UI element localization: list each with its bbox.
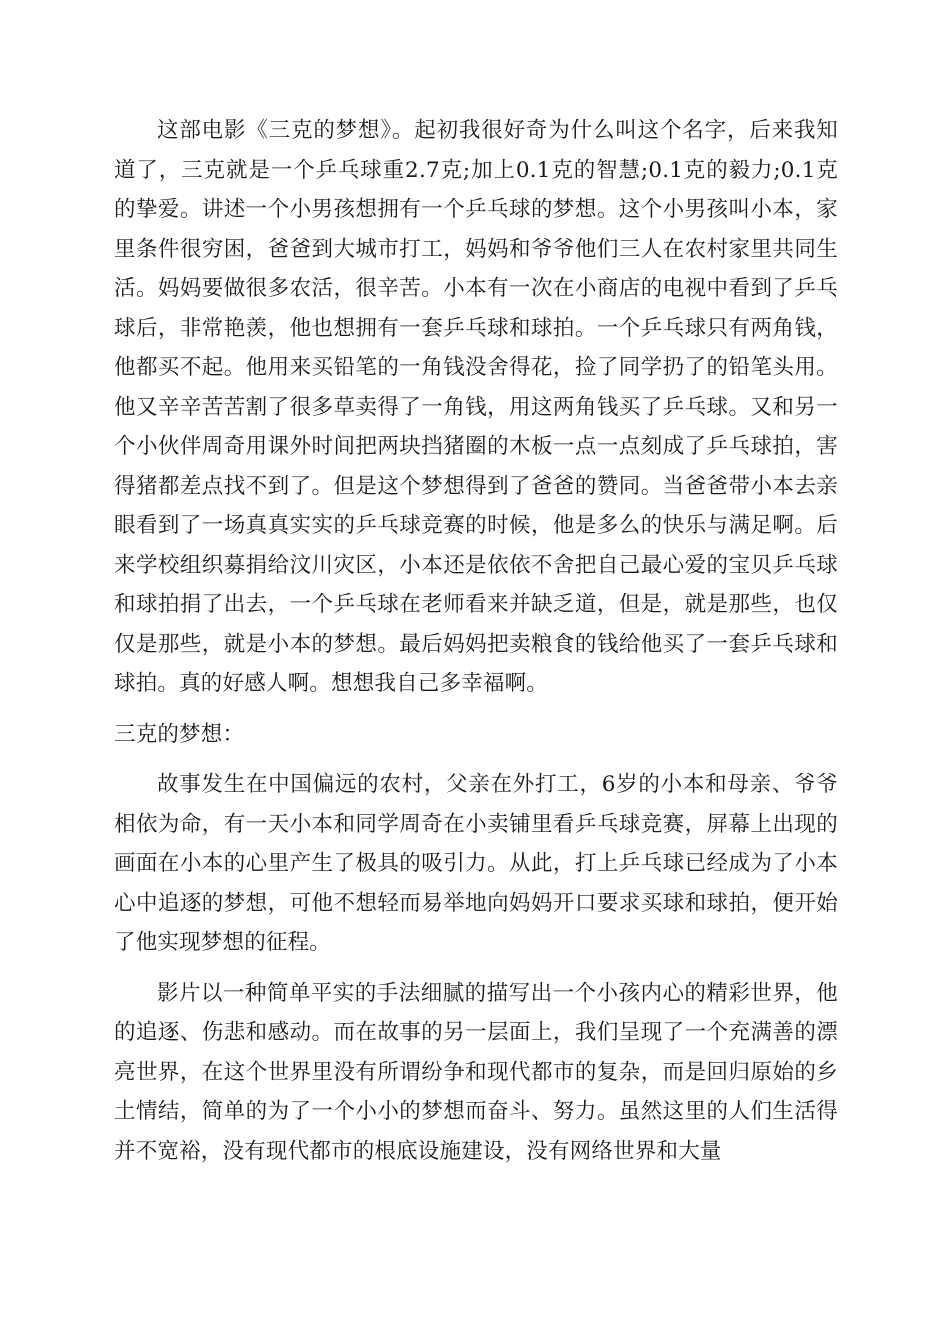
document-page xyxy=(114,111,838,1171)
paragraph-review: 影片以一种简单平实的手法细腻的描写出一个小孩内心的精彩世界，他的追逐、伤悲和感动。而在故事的另一层面上，我们呈现了一个充满善的漂亮世界，在这个世界里没有所谓纷争和现代都市的复杂，而是回归原始的乡土情结，简单的为了一个小小的梦想而奋斗、努力。虽然这里的人们生活得并不宽裕，没有现代都市的根底设施建设，没有网络世界和大量 xyxy=(114,980,838,1164)
section-heading: 三克的梦想： xyxy=(114,721,245,747)
paragraph-intro: 这部电影《三克的梦想》。起初我很好奇为什么叫这个名字，后来我知道了，三克就是一个乒乓球重2.7克;加上0.1克的智慧;0.1克的毅力;0.1克的挚爱。讲述一个小男孩想拥有一个乒乓球的梦想。这个小男孩叫小本，家里条件很穷困，爸爸到大城市打工，妈妈和爷爷他们三人在农村家里共同生活。妈妈要做很多农活，很辛苦。小本有一次在小商店的电视中看到了乒乓球后，非常艳羡，他也想拥有一套乒乓球和球拍。一个乒乓球只有两角钱，他都买不起。他用来买铅笔的一角钱没舍得花，捡了同学扔了的铅笔头用。他又辛辛苦苦割了很多草卖得了一角钱，用这两角钱买了乒乓球。又和另一个小伙伴周奇用课外时间把两块挡猪圈的木板一点一点刻成了乒乓球拍，害得猪都差点找不到了。但是这个梦想得到了爸爸的赞同。当爸爸带小本去亲眼看到了一场真真实实的乒乓球竞赛的时候，他是多么的快乐与满足啊。后来学校组织募捐给汶川灾区，小本还是依依不舍把自己最心爱的宝贝乒乓球和球拍捐了出去，一个乒乓球在老师看来并缺乏道，但是，就是那些，也仅仅是那些，就是小本的梦想。最后妈妈把卖粮食的钱给他买了一套乒乓球和球拍。真的好感人啊。想想我自己多幸福啊。 xyxy=(114,118,838,696)
paragraph-story: 故事发生在中国偏远的农村，父亲在外打工，6岁的小本和母亲、爷爷相依为命，有一天小本和同学周奇在小卖铺里看乒乓球竞赛，屏幕上出现的画面在小本的心里产生了极具的吸引力。从此，打上乒乓球已经成为了小本心中追逐的梦想，可他不想轻而易举地向妈妈开口要求买球和球拍，便开始了他实现梦想的征程。 xyxy=(114,772,838,955)
